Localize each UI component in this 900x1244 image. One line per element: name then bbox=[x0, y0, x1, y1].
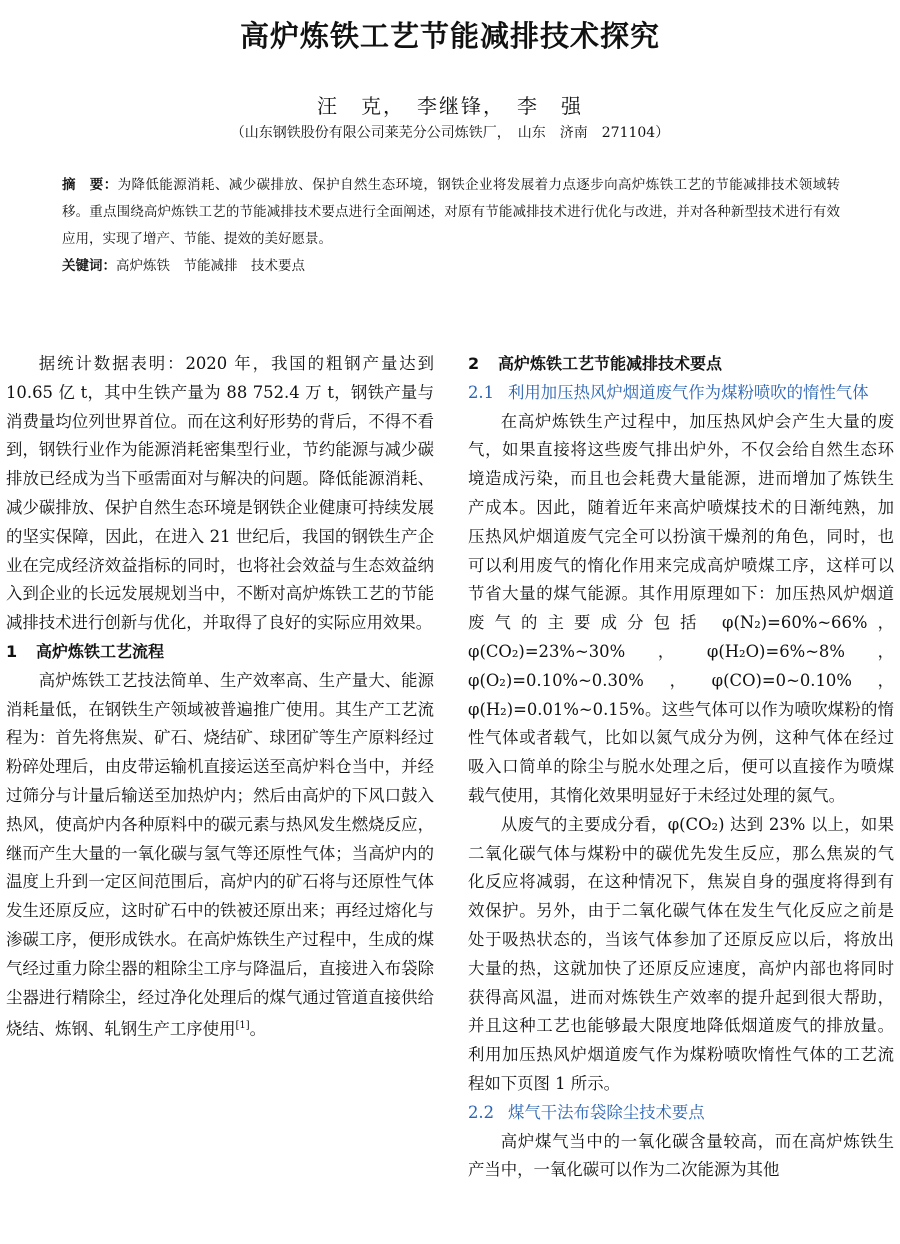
keywords-line bbox=[62, 253, 840, 280]
abstract-block bbox=[62, 172, 840, 280]
section-2-heading bbox=[468, 350, 894, 379]
keywords-text: 高炉炼铁 节能减排 技术要点 bbox=[116, 258, 305, 274]
subsection-2-1-number: 2.1 bbox=[468, 382, 495, 402]
subsection-2-2-title: 煤气干法布袋除尘技术要点 bbox=[508, 1102, 705, 1122]
abstract-label: 摘 要： bbox=[62, 177, 118, 193]
paper-title: 高炉炼铁工艺节能减排技术探究 bbox=[239, 19, 660, 53]
subsection-2-2-heading bbox=[468, 1099, 894, 1128]
subsection-2-1-title: 利用加压热风炉烟道废气作为煤粉喷吹的惰性气体 bbox=[508, 382, 869, 402]
subsection-2-1-paragraph-1: 在高炉炼铁生产过程中，加压热风炉会产生大量的废气，如果直接将这些废气排出炉外，不仅会给自然生态环境造成污染，而且也会耗费大量能源，进而增加了炼铁生产成本。因此，随着近年来高炉喷煤技术的日渐纯熟，加压热风炉烟道废气完全可以扮演干燥剂的角色，同时，也可以利用废气的惰化作用来完成高炉喷煤工序，这样可以节省大量的煤气能源。其作用原理如下：加压热风炉烟道废气的主要成分包括 φ(N₂)=60%~66%，φ(CO₂)=23%~30%，φ(H₂O)=6%~8%，φ(O₂)=0.10%~0.30%，φ(CO)=0~0.10%，φ(H₂)=0.01%~0.15%。这些气体可以作为喷吹煤粉的惰性气体或者载气，比如以氮气成分为例，这种气体在经过吸入口简单的除尘与脱水处理之后，便可以直接作为喷煤载气使用，其惰化效果明显好于未经过处理的氮气。 bbox=[468, 411, 894, 805]
subsection-2-1-paragraph-2: 从废气的主要成分看，φ(CO₂) 达到 23% 以上，如果二氧化碳气体与煤粉中的碳优先发生反应，那么焦炭的气化反应将减弱，在这种情况下，焦炭自身的强度将得到有效保护。另外，由于二氧化碳气体在发生气化反应之前是处于吸热状态的，当该气体参加了还原反应以后，将放出大量的热，这就加快了还原反应速度，高炉内部也将同时获得高风温，进而对炼铁生产效率的提升起到很大帮助，并且这种工艺也能够最大限度地降低烟道废气的排放量。利用加压热风炉烟道废气作为煤粉喷吹惰性气体的工艺流程如下页图 1 所示。 bbox=[468, 814, 894, 1093]
section-1-text: 高炉炼铁工艺技法简单、生产效率高、生产量大、能源消耗量低，在钢铁生产领域被普遍推广使用。其生产工艺流程为：首先将焦炭、矿石、烧结矿、球团矿等生产原料经过粉碎处理后，由皮带运输机直接运送至高炉料仓当中，并经过筛分与计量后输送至加热炉内；然后由高炉的下风口鼓入热风，使高炉内各种原料中的碳元素与热风发生燃烧反应，继而产生大量的一氧化碳与氢气等还原性气体；当高炉内的温度上升到一定区间范围后，高炉内的矿石将与还原性气体发生还原反应，这时矿石中的铁被还原出来；再经过熔化与渗碳工序，便形成铁水。在高炉炼铁生产过程中，生成的煤气经过重力除尘器的粗除尘工序与降温后，直接进入布袋除尘器进行精除尘，经过净化处理后的煤气通过管道直接供给烧结、炼钢、轧钢生产工序使用 bbox=[6, 670, 434, 1039]
section-1-number: 1 bbox=[6, 641, 18, 661]
section-2-title: 高炉炼铁工艺节能减排技术要点 bbox=[498, 354, 723, 373]
keywords-label: 关键词： bbox=[62, 258, 116, 274]
section-1-title: 高炉炼铁工艺流程 bbox=[36, 641, 165, 661]
subsection-2-2-paragraph: 高炉煤气当中的一氧化碳含量较高，而在高炉炼铁生产当中，一氧化碳可以作为二次能源为其他 bbox=[468, 1131, 894, 1180]
subsection-2-2-number: 2.2 bbox=[468, 1102, 495, 1122]
section-1-end: 。 bbox=[249, 1019, 267, 1039]
section-1-heading bbox=[6, 638, 434, 667]
section-2-number: 2 bbox=[468, 354, 480, 373]
affiliation: （山东钢铁股份有限公司莱芜分公司炼铁厂， 山东 济南 271104） bbox=[230, 125, 670, 141]
abstract-text: 为降低能源消耗、减少碳排放、保护自然生态环境，钢铁企业将发展着力点逐步向高炉炼铁工艺的节能减排技术领域转移。重点围绕高炉炼铁工艺的节能减排技术要点进行全面阐述，对原有节能减排技术进行优化与改进，并对各种新型技术进行有效应用，实现了增产、节能、提效的美好愿景。 bbox=[62, 177, 841, 247]
left-column bbox=[6, 350, 434, 1045]
author-list: 汪 克， 李继锋， 李 强 bbox=[317, 94, 583, 118]
intro-paragraph: 据统计数据表明：2020 年，我国的粗钢产量达到 10.65 亿 t，其中生铁产量为 88 752.4 万 t，钢铁产量与消费量均位列世界首位。而在这利好形势的背后，不得不看到，钢铁行业作为能源消耗密集型行业，节约能源与减少碳排放已经成为当下亟需面对与解决的问题。降低能源消耗、减少碳排放、保护自然生态环境是钢铁企业健康可持续发展的坚实保障，因此，在进入 21 世纪后，我国的钢铁生产企业在完成经济效益指标的同时，也将社会效益与生态效益纳入到企业的长远发展规划当中，不断对高炉炼铁工艺的节能减排技术进行创新与优化，并取得了良好的实际应用效果。 bbox=[6, 354, 434, 633]
right-column bbox=[468, 350, 894, 1185]
subsection-2-1-heading bbox=[468, 379, 894, 408]
citation-ref-1[interactable]: [1] bbox=[235, 1020, 250, 1032]
section-1-paragraph bbox=[6, 667, 434, 1045]
abstract-paragraph bbox=[62, 172, 840, 253]
